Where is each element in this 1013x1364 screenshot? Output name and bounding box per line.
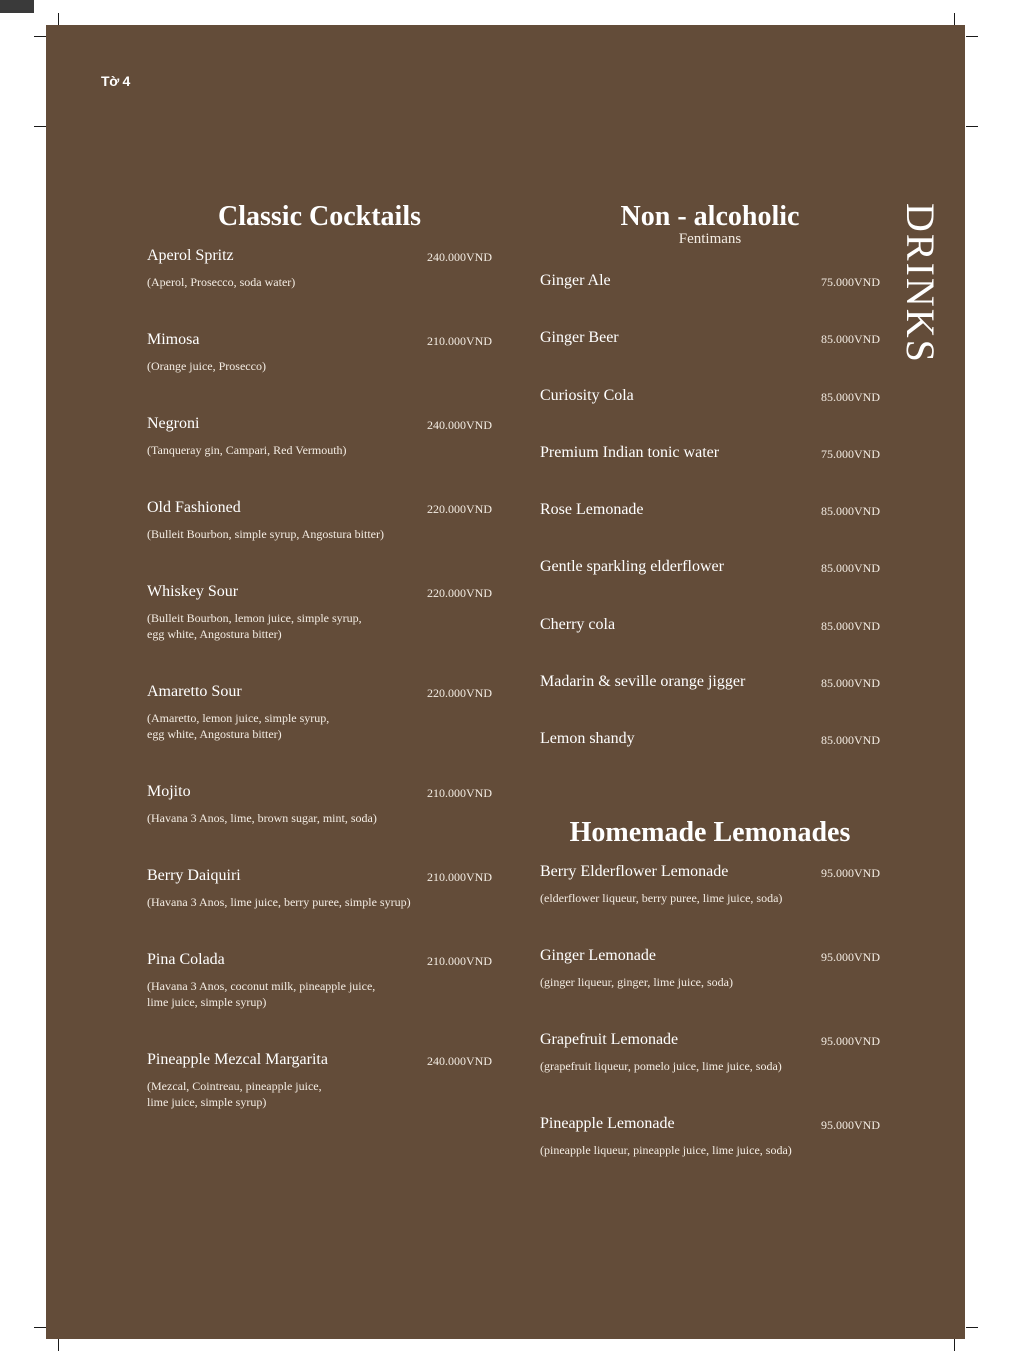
menu-item	[147, 951, 492, 1051]
menu-item	[540, 863, 880, 947]
item-price: 240.000VND	[427, 418, 492, 432]
item-name: Old Fashioned	[147, 499, 241, 516]
item-name: Amaretto Sour	[147, 683, 242, 700]
menu-page	[46, 25, 965, 1339]
item-description: (elderflower liqueur, berry puree, lime juice, soda)	[540, 890, 783, 905]
item-price: 220.000VND	[427, 586, 492, 600]
item-price: 210.000VND	[427, 334, 492, 348]
crop-mark	[34, 126, 46, 127]
item-price: 95.000VND	[821, 1117, 880, 1132]
item-name: Pineapple Mezcal Margarita	[147, 1051, 328, 1068]
menu-item	[540, 1115, 880, 1199]
item-name: Ginger Lemonade	[540, 946, 656, 964]
item-description: (ginger liqueur, ginger, lime juice, soda)	[540, 974, 733, 989]
item-name: Ginger Ale	[540, 272, 611, 289]
crop-mark	[966, 126, 978, 127]
classic-cocktails-list	[147, 247, 492, 1151]
classic-cocktails-column	[147, 197, 492, 1151]
item-description: (Havana 3 Anos, lime juice, berry puree, simple syrup)	[147, 895, 411, 909]
menu-item	[147, 331, 492, 415]
item-price: 85.000VND	[821, 332, 880, 347]
item-description: (Tanqueray gin, Campari, Red Vermouth)	[147, 443, 347, 457]
item-name: Grapefruit Lemonade	[540, 1030, 679, 1048]
item-name: Aperol Spritz	[147, 247, 234, 264]
item-name: Lemon shandy	[540, 730, 635, 748]
crop-mark	[966, 1327, 978, 1328]
menu-item	[540, 1031, 880, 1115]
item-description: (Aperol, Prosecco, soda water)	[147, 275, 296, 289]
crop-mark	[58, 13, 59, 25]
item-description: (Bulleit Bourbon, lemon juice, simple syrup, egg white, Angostura bitter)	[147, 611, 362, 641]
item-name: Curiosity Cola	[540, 386, 634, 404]
non-alcoholic-title: Non - alcoholic	[620, 201, 800, 232]
menu-item	[147, 247, 492, 331]
item-price: 95.000VND	[821, 949, 880, 964]
item-price: 210.000VND	[427, 786, 492, 800]
item-name: Ginger Beer	[540, 329, 619, 347]
item-price: 85.000VND	[821, 733, 880, 748]
item-price: 85.000VND	[821, 618, 880, 633]
item-name: Pina Colada	[147, 951, 225, 968]
item-name: Berry Elderflower Lemonade	[540, 862, 729, 880]
crop-mark	[954, 1339, 955, 1351]
menu-item	[540, 272, 880, 329]
item-price: 210.000VND	[427, 954, 492, 968]
item-price: 240.000VND	[427, 250, 492, 264]
item-price: 75.000VND	[821, 446, 880, 461]
item-description: (pineapple liqueur, pineapple juice, lime juice, soda)	[540, 1142, 792, 1157]
crop-mark	[966, 36, 978, 37]
crop-mark	[954, 13, 955, 25]
item-description: (Amaretto, lemon juice, simple syrup, egg white, Angostura bitter)	[147, 711, 330, 741]
classic-cocktails-title: Classic Cocktails	[218, 201, 421, 232]
menu-item	[147, 783, 492, 867]
crop-mark	[34, 36, 46, 37]
item-name: Berry Daiquiri	[147, 867, 241, 884]
menu-item	[147, 499, 492, 583]
crop-mark	[34, 1327, 46, 1328]
item-description: (Havana 3 Anos, coconut milk, pineapple juice, lime juice, simple syrup)	[147, 979, 376, 1009]
item-name: Cherry cola	[540, 615, 616, 633]
item-price: 95.000VND	[821, 865, 880, 880]
menu-item	[147, 1051, 492, 1151]
item-description: (Orange juice, Prosecco)	[147, 359, 266, 373]
menu-item	[147, 583, 492, 683]
item-description: (grapefruit liqueur, pomelo juice, lime juice, soda)	[540, 1058, 782, 1073]
menu-item	[540, 947, 880, 1031]
menu-item	[147, 415, 492, 499]
item-price: 220.000VND	[427, 686, 492, 700]
item-price: 75.000VND	[821, 275, 880, 289]
menu-item	[540, 730, 880, 787]
item-name: Premium Indian tonic water	[540, 443, 720, 461]
drinks-vertical-title: DRINKS	[898, 203, 943, 364]
non-alcoholic-subtitle: Fentimans	[678, 231, 742, 247]
item-price: 85.000VND	[821, 389, 880, 404]
menu-item	[540, 501, 880, 558]
item-name: Pineapple Lemonade	[540, 1114, 675, 1132]
item-price: 95.000VND	[821, 1033, 880, 1048]
item-price: 240.000VND	[427, 1054, 492, 1068]
menu-item	[147, 683, 492, 783]
item-name: Negroni	[147, 415, 200, 432]
sheet-label: Tờ 4	[101, 73, 130, 89]
item-name: Gentle sparkling elderflower	[540, 558, 724, 576]
item-price: 85.000VND	[821, 561, 880, 576]
right-column	[540, 197, 880, 1199]
item-price: 210.000VND	[427, 870, 492, 884]
menu-item	[540, 673, 880, 730]
item-description: (Mezcal, Cointreau, pineapple juice, lime juice, simple syrup)	[147, 1079, 322, 1109]
item-description: (Havana 3 Anos, lime, brown sugar, mint, soda)	[147, 811, 377, 825]
item-price: 85.000VND	[821, 676, 880, 691]
menu-item	[540, 558, 880, 615]
item-name: Madarin & seville orange jigger	[540, 673, 746, 691]
corner-tab	[0, 0, 34, 13]
item-name: Mimosa	[147, 331, 200, 348]
menu-item	[540, 387, 880, 444]
menu-item	[147, 867, 492, 951]
item-price: 85.000VND	[821, 504, 880, 519]
menu-item	[540, 616, 880, 673]
crop-mark	[58, 1339, 59, 1351]
non-alcoholic-list	[540, 272, 880, 788]
item-name: Rose Lemonade	[540, 501, 644, 519]
menu-item	[540, 329, 880, 386]
homemade-lemonades-list	[540, 863, 880, 1199]
homemade-lemonades-title: Homemade Lemonades	[569, 816, 851, 848]
menu-item	[540, 444, 880, 501]
item-name: Whiskey Sour	[147, 583, 239, 600]
item-description: (Bulleit Bourbon, simple syrup, Angostura bitter)	[147, 527, 384, 541]
item-price: 220.000VND	[427, 502, 492, 516]
item-name: Mojito	[147, 783, 191, 800]
